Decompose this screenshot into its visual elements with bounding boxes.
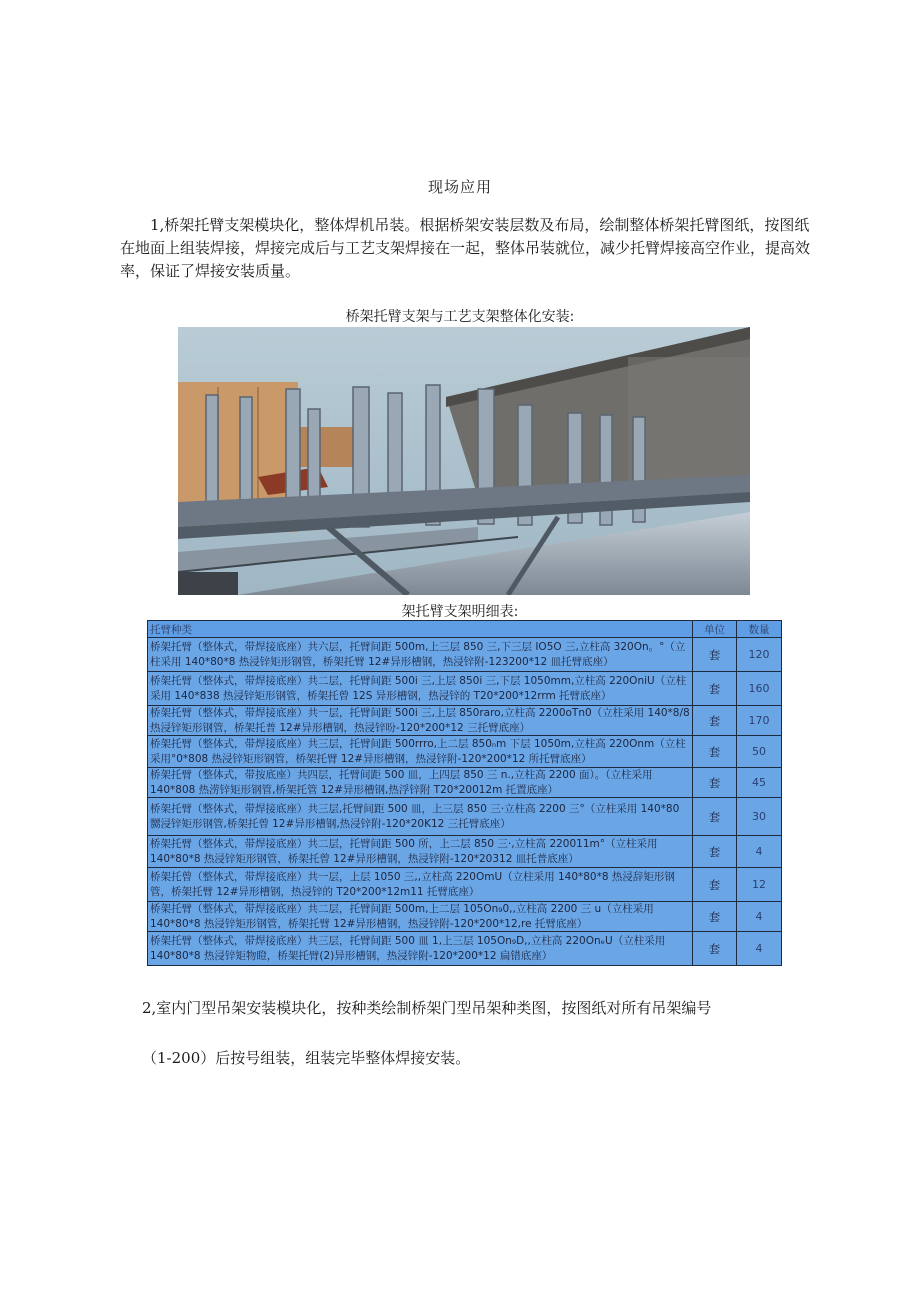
table-row <box>148 836 782 868</box>
row-qty: 12 <box>737 868 782 902</box>
site-photo <box>178 327 750 595</box>
paragraph-3: （1-200）后按号组装，组装完毕整体焊接安装。 <box>142 1049 471 1067</box>
row-unit: 套 <box>693 932 737 966</box>
row-desc: 桥架托臂（整体式，带焊接底座）共二层，托臂间距 500i 三,上层 850i 三,下层 1050mm,立柱高 220OniU（立柱采用 140*838 热浸锌矩形钢管，桥架托曾 12S 异形槽钢，热浸锌的 T20*200*12rrm 托臂底座） <box>148 672 693 706</box>
table-row <box>148 736 782 768</box>
row-qty: 4 <box>737 836 782 868</box>
row-desc: 桥架托臂（整体式，带焊接底座）共一层，托臂间距 500i 三,上层 850raro,立柱高 2200oTn0（立柱采用 140*8/8 热浸锌矩形钢管，桥架托普 12#异形槽钢，热浸锌吩-120*200*12 三托臂底座） <box>148 706 693 736</box>
table-header-row <box>148 621 782 638</box>
row-qty: 30 <box>737 798 782 836</box>
row-unit: 套 <box>693 868 737 902</box>
site-photo-graphic <box>178 327 750 595</box>
row-qty: 4 <box>737 932 782 966</box>
paragraph-2: 2,室内门型吊架安装模块化，按种类绘制桥架门型吊架种类图，按图纸对所有吊架编号 <box>142 999 712 1017</box>
row-qty: 45 <box>737 768 782 798</box>
row-desc: 桥架托臂（整体式，带焊接底座）共三层,托臂间距 500 皿，上三层 850 三·立柱高 2200 三°（立柱采用 140*80 嬲浸锌矩形钢管,桥架托曾 12#异形槽钢,热浸锌附-120*20K12 三托臂底座） <box>148 798 693 836</box>
row-desc: 桥架托臂（整体式，带焊接底座）共六层，托臂间距 500m,上三层 850 三,下三层 IO5O 三,立柱高 320On。°（立柱采用 140*80*8 热浸锌矩形钢管，桥架托臂 12#异形槽钢，热浸锌附-123200*12 皿托臂底座） <box>148 638 693 672</box>
row-unit: 套 <box>693 736 737 768</box>
table-row <box>148 868 782 902</box>
row-qty: 160 <box>737 672 782 706</box>
header-unit: 单位 <box>693 621 737 638</box>
row-qty: 4 <box>737 902 782 932</box>
table-row <box>148 768 782 798</box>
row-unit: 套 <box>693 768 737 798</box>
table-row <box>148 798 782 836</box>
row-desc: 桥架托臂（整体式，带焊接底座）共二层，托臂间距 500 所，上二层 850 三·,立柱高 220011m°（立柱采用 140*80*8 热浸锌矩形钢管，桥架托曾 12#异形槽钢，热浸锌附-120*20312 皿托普底座） <box>148 836 693 868</box>
row-qty: 120 <box>737 638 782 672</box>
paragraph-1: 1,桥架托臂支架模块化，整体焊机吊装。根据桥架安装层数及布局，绘制整体桥架托臂图纸，按图纸在地面上组装焊接，焊接完成后与工艺支架焊接在一起，整体吊装就位，减少托臂焊接高空作业，提高效率，保证了焊接安装质量。 <box>120 216 811 280</box>
row-unit: 套 <box>693 638 737 672</box>
table-row <box>148 672 782 706</box>
row-desc: 桥架托曾（整体式，带焊接底座）共一层，上层 1050 三,,立柱高 220OmU（立柱采用 140*80*8 热浸辞矩形钢管，桥架托臂 12#异形槽钢，热浸锌的 T20*200*12m11 托臂底座） <box>148 868 693 902</box>
figure-caption: 桥架托臂支架与工艺支架整体化安装: <box>345 309 575 325</box>
spec-table <box>147 620 782 966</box>
section-title: 现场应用 <box>427 178 492 196</box>
table-row <box>148 638 782 672</box>
row-desc: 桥架托臂（整体式，带焊接底座）共三层，托臂间距 500rrro,上二层 850ₙm 下层 1050m,立柱高 220Onm（立柱采用°0*808 热浸锌矩形钢管，桥架托臂 12#异形槽钢，热浸锌附-120*200*12 所托臂底座） <box>148 736 693 768</box>
row-desc: 桥架托臂（整体式，带焊接底座）共三层，托臂间距 500 皿 1,上三层 105On₉D,,立柱高 220OnₑU（立柱采用 140*80*8 热浸锌矩物瞪，桥架托臂(2)异形槽钢，热浸锌附-120*200*12 扁错底座） <box>148 932 693 966</box>
header-qty: 数量 <box>737 621 782 638</box>
table-row <box>148 932 782 966</box>
table-row <box>148 706 782 736</box>
row-unit: 套 <box>693 672 737 706</box>
row-unit: 套 <box>693 706 737 736</box>
table-caption: 架托臂支架明细表: <box>401 604 519 620</box>
row-qty: 50 <box>737 736 782 768</box>
row-desc: 桥架托臂（整体式，带按底座）共四层，托臂间距 500 皿，上四层 850 三 n.,立柱高 2200 面）。（立柱采用 140*808 热涝锌矩形钢管,桥架托管 12#异形槽钢,热浮锌附 T20*20012m 托置底座） <box>148 768 693 798</box>
row-unit: 套 <box>693 836 737 868</box>
row-unit: 套 <box>693 798 737 836</box>
header-type: 托臂种类 <box>148 621 693 638</box>
row-unit: 套 <box>693 902 737 932</box>
row-qty: 170 <box>737 706 782 736</box>
table-row <box>148 902 782 932</box>
row-desc: 桥架托臂（整体式，带焊接底座）共二层，托臂间距 500m,上二层 105On₉0,,立柱高 2200 三 u（立柱采用 140*80*8 热浸锌矩形钢管，桥架托臂 12#异形槽钢，热浸锌附-120*200*12,re 托臂底座） <box>148 902 693 932</box>
